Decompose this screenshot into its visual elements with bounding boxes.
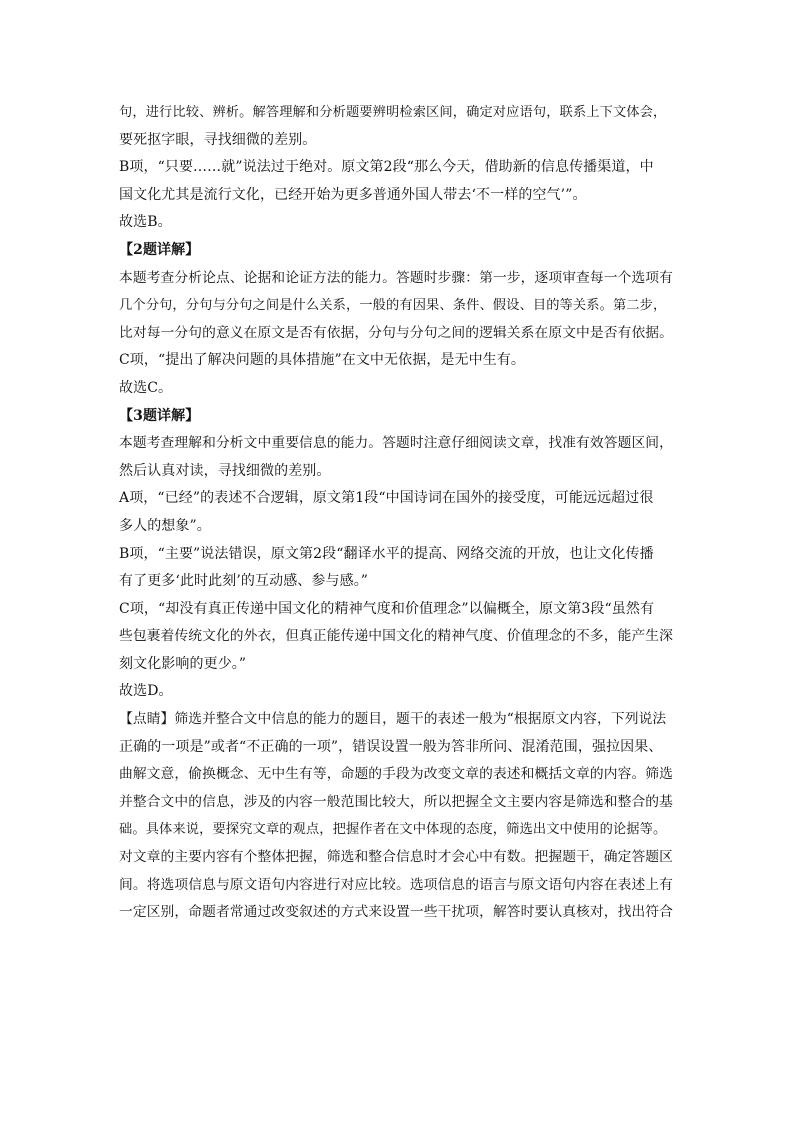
text-line: C项，“提出了解决问题的具体措施”在文中无依据，是无中生有。	[119, 352, 526, 369]
text-line: 几个分句，分句与分句之间是什么关系，一般的有因果、条件、假设、目的等关系。第二步，	[119, 298, 667, 314]
text-line: 刻文化影响的更少。”	[119, 655, 247, 672]
text-line: 一定区别，命题者常通过改变叙述的方式来设置一些干扰项，解答时要认真核对，找出符合	[119, 904, 674, 921]
text-line: 故选D。	[119, 683, 173, 700]
text-line: 本题考查分析论点、论据和论证方法的能力。答题时步骤：第一步，逐项审查每一个选项有	[119, 269, 674, 286]
text-line: A项，“已经”的表述不合逻辑，原文第1段“中国诗词在国外的接受度，可能远远超过很	[119, 490, 654, 507]
document-body	[119, 99, 675, 927]
text-line: 础。具体来说，要探究文章的观点，把握作者在文中体现的态度，筛选出文中使用的论据等。	[119, 822, 667, 838]
text-line: B项，“只要……就”说法过于绝对。原文第2段“那么今天，借助新的信息传播渠道，中	[119, 159, 654, 176]
text-line: 故选C。	[119, 379, 173, 396]
text-line: C项，“却没有真正传递中国文化的精神气度和价值理念”以偏概全，原文第3段“虽然有	[119, 600, 655, 617]
text-line: 间。将选项信息与原文语句内容进行对应比较。选项信息的语言与原文语句内容在表述上有	[119, 876, 674, 893]
text-line: 有了更多‘此时此刻’的互动感、参与感。”	[119, 573, 369, 590]
text-line: 对文章的主要内容有个整体把握，筛选和整合信息时才会心中有数。把握题干，确定答题区	[119, 849, 674, 866]
section-heading: 【3题详解】	[119, 407, 200, 424]
text-line: 故选B。	[119, 214, 172, 231]
text-line: 并整合文中的信息，涉及的内容一般范围比较大，所以把握全文主要内容是筛选和整合的基	[119, 793, 674, 810]
text-line: 些包裹着传统文化的外衣，但真正能传递中国文化的精神气度、价值理念的不多，能产生深	[119, 628, 674, 645]
text-line: 要死抠字眼，寻找细微的差别。	[119, 131, 317, 148]
text-line: 然后认真对读，寻找细微的差别。	[119, 462, 331, 479]
text-line: 国文化尤其是流行文化，已经开始为更多普通外国人带去‘不一样的空气’”。	[119, 186, 587, 203]
text-line: B项，“主要”说法错误，原文第2段“翻译水平的提高、网络交流的开放，也让文化传播	[119, 545, 654, 562]
text-line: 【点睛】筛选并整合文中信息的能力的题目，题干的表述一般为“根据原文内容，下列说法	[119, 711, 667, 728]
text-line: 比对每一分句的意义在原文是否有依据，分句与分句之间的逻辑关系在原文中是否有依据。	[119, 324, 674, 341]
text-line: 多人的想象”。	[119, 517, 211, 534]
section-heading: 【2题详解】	[119, 241, 200, 258]
text-line: 曲解文意，偷换概念、无中生有等，命题的手段为改变文章的表述和概括文章的内容。筛选	[119, 766, 674, 783]
text-line: 本题考查理解和分析文中重要信息的能力。答题时注意仔细阅读文章，找准有效答题区间，	[119, 435, 674, 452]
text-line: 句，进行比较、辨析。解答理解和分析题要辨明检索区间，确定对应语句，联系上下文体会，	[119, 105, 667, 120]
text-line: 正确的一项是”或者“不正确的一项”，错误设置一般为答非所问、混淆范围，强拉因果、	[119, 738, 663, 755]
